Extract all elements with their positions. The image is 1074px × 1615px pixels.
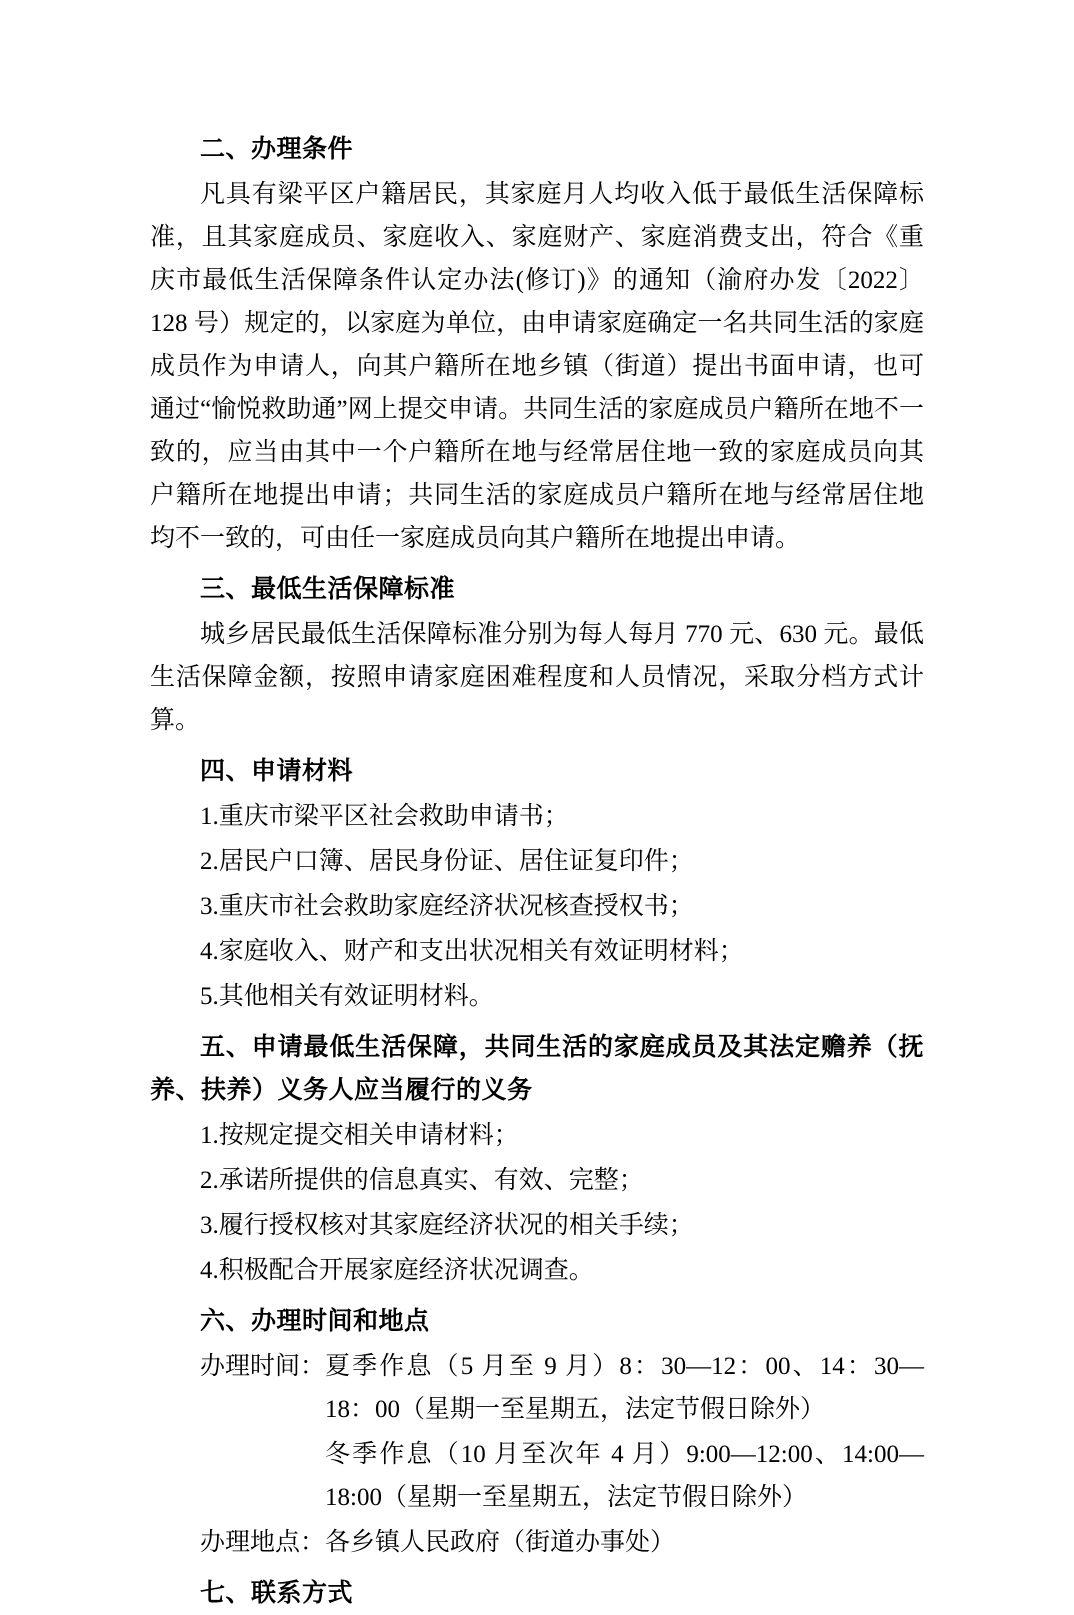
field-value-line: 夏季作息（5 月至 9 月）8：30—12：00、14：30—18：00（星期一至星期五，法定节假日除外） bbox=[325, 1353, 924, 1423]
section-heading-5: 五、申请最低生活保障，共同生活的家庭成员及其法定赡养（抚养、扶养）义务人应当履行的义务 bbox=[150, 1034, 924, 1104]
field-office-location bbox=[150, 1521, 924, 1564]
field-office-hours bbox=[150, 1345, 924, 1519]
list-item: 2.承诺所提供的信息真实、有效、完整； bbox=[200, 1167, 644, 1194]
list-item: 5.其他相关有效证明材料。 bbox=[200, 983, 494, 1010]
list-item: 4.家庭收入、财产和支出状况相关有效证明材料； bbox=[200, 938, 744, 965]
list-item: 4.积极配合开展家庭经济状况调查。 bbox=[200, 1257, 594, 1284]
field-label: 办理时间： bbox=[200, 1353, 326, 1380]
list-item: 1.按规定提交相关申请材料； bbox=[200, 1122, 519, 1149]
field-value bbox=[325, 1521, 924, 1564]
section-paragraph-2-1: 凡具有梁平区户籍居民，其家庭月人均收入低于最低生活保障标准，且其家庭成员、家庭收入、家庭财产、家庭消费支出，符合《重庆市最低生活保障条件认定办法(修订)》的通知（渝府办发〔2022〕128 号）规定的，以家庭为单位，由申请家庭确定一名共同生活的家庭成员作为申请人，向其户籍所在地乡镇（街道）提出书面申请，也可通过“愉悦救助通”网上提交申请。共同生活的家庭成员户籍所在地不一致的，应当由其中一个户籍所在地与经常居住地一致的家庭成员向其户籍所在地提出申请；共同生活的家庭成员户籍所在地与经常居住地均不一致的，可由任一家庭成员向其户籍所在地提出申请。 bbox=[150, 181, 924, 552]
field-value-line: 冬季作息（10 月至次年 4 月）9:00—12:00、14:00—18:00（星期一至星期五，法定节假日除外） bbox=[325, 1441, 924, 1511]
section-heading-6: 六、办理时间和地点 bbox=[200, 1308, 430, 1335]
list-item: 3.重庆市社会救助家庭经济状况核查授权书； bbox=[200, 893, 694, 920]
section-paragraph-3-1: 城乡居民最低生活保障标准分别为每人每月 770 元、630 元。最低生活保障金额，按照申请家庭困难程度和人员情况，采取分档方式计算。 bbox=[150, 621, 924, 734]
list-item: 3.履行授权核对其家庭经济状况的相关手续； bbox=[200, 1212, 694, 1239]
section-heading-2: 二、办理条件 bbox=[200, 136, 354, 163]
list-item: 2.居民户口簿、居民身份证、居住证复印件； bbox=[200, 848, 694, 875]
document-body bbox=[150, 128, 924, 1615]
section-heading-7: 七、联系方式 bbox=[200, 1580, 354, 1607]
list-item: 1.重庆市梁平区社会救助申请书； bbox=[200, 803, 569, 830]
field-value bbox=[325, 1345, 924, 1519]
field-value-line: 各乡镇人民政府（街道办事处） bbox=[325, 1529, 676, 1556]
section-heading-3: 三、最低生活保障标准 bbox=[200, 576, 456, 603]
section-heading-4: 四、申请材料 bbox=[200, 758, 354, 785]
field-label: 办理地点： bbox=[200, 1529, 326, 1556]
